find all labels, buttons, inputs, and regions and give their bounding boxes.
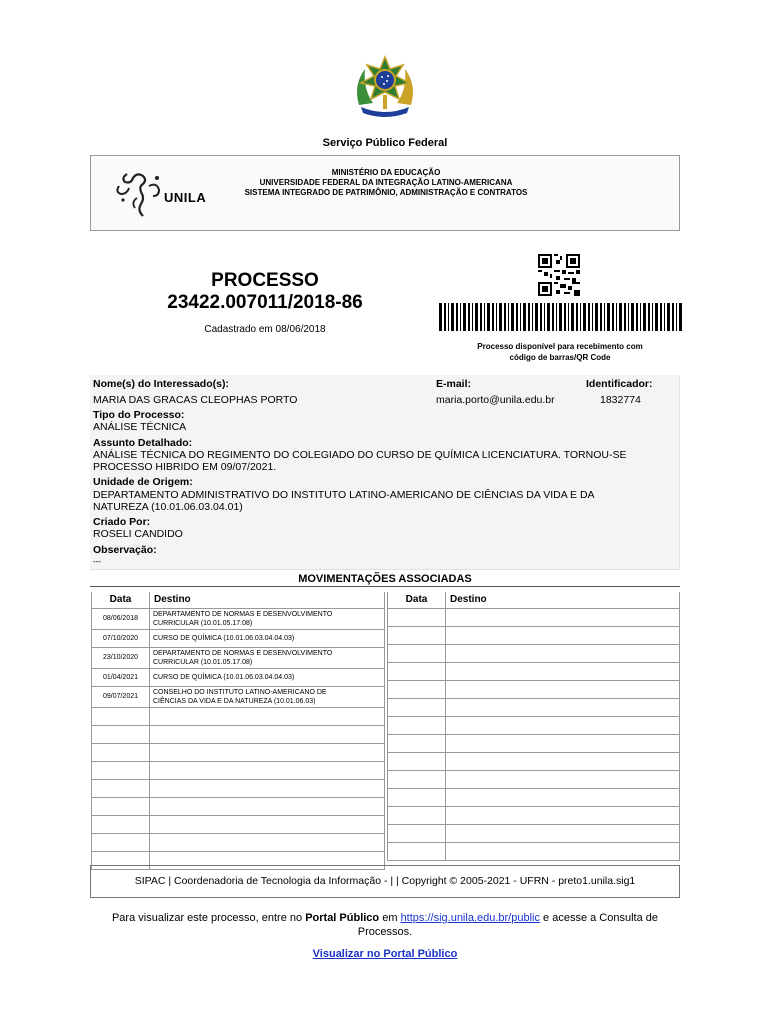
table-row xyxy=(388,608,680,626)
subject-line-2: PROCESSO HIBRIDO EM 09/07/2021. xyxy=(93,461,277,473)
empty-cell xyxy=(388,626,446,644)
organization-lines xyxy=(91,168,681,198)
empty-cell xyxy=(92,797,150,815)
process-type-value: ANÁLISE TÉCNICA xyxy=(93,421,187,433)
empty-cell xyxy=(388,608,446,626)
table-row xyxy=(92,815,385,833)
empty-cell xyxy=(446,788,680,806)
process-type-label: Tipo do Processo: xyxy=(93,409,185,421)
created-by-value: ROSELI CANDIDO xyxy=(93,528,183,540)
table-row xyxy=(388,626,680,644)
table-row xyxy=(388,752,680,770)
unila-logo-text: UNILA xyxy=(164,190,207,205)
movements-table-left xyxy=(91,592,385,870)
table-row xyxy=(92,725,385,743)
empty-cell xyxy=(446,842,680,860)
email-label: E-mail: xyxy=(436,378,472,390)
movement-destination: DEPARTAMENTO DE NORMAS E DESENVOLVIMENTO CURRICULAR (10.01.05.17.08) xyxy=(150,647,385,668)
movement-destination: DEPARTAMENTO DE NORMAS E DESENVOLVIMENTO CURRICULAR (10.01.05.17.08) xyxy=(150,608,385,629)
empty-cell xyxy=(150,725,385,743)
empty-cell xyxy=(446,680,680,698)
table-row xyxy=(388,824,680,842)
portal-url-link[interactable]: https://sig.unila.edu.br/public xyxy=(400,912,540,924)
registration-date: Cadastrado em 08/06/2018 xyxy=(204,324,326,335)
subject-label: Assunto Detalhado: xyxy=(93,437,193,449)
table-row xyxy=(92,629,385,647)
column-header-date: Data xyxy=(388,592,446,608)
empty-cell xyxy=(446,806,680,824)
empty-cell xyxy=(388,788,446,806)
empty-cell xyxy=(92,815,150,833)
portal-instructions: Para visualizar este processo, entre no Portal Público em https://sig.unila.edu.br/public e acesse a Consulta de Processos. xyxy=(111,912,659,938)
empty-cell xyxy=(388,752,446,770)
empty-cell xyxy=(150,743,385,761)
brazil-coat-of-arms-icon xyxy=(349,55,421,121)
empty-cell xyxy=(446,626,680,644)
created-by-label: Criado Por: xyxy=(93,516,151,528)
service-title: Serviço Público Federal xyxy=(322,137,448,149)
table-header-row xyxy=(388,592,680,608)
column-header-date: Data xyxy=(92,592,150,608)
empty-cell xyxy=(388,734,446,752)
empty-cell xyxy=(446,662,680,680)
movement-destination: CURSO DE QUÍMICA (10.01.06.03.04.04.03) xyxy=(150,668,385,686)
table-row xyxy=(388,716,680,734)
table-row xyxy=(92,743,385,761)
ministry-line: MINISTÉRIO DA EDUCAÇÃO xyxy=(331,168,441,177)
barcode-icon xyxy=(437,303,682,331)
table-row xyxy=(388,770,680,788)
movement-date: 23/10/2020 xyxy=(92,647,150,668)
empty-cell xyxy=(150,707,385,725)
origin-label: Unidade de Origem: xyxy=(93,476,193,488)
view-portal-link[interactable]: Visualizar no Portal Público xyxy=(312,948,458,960)
table-row xyxy=(388,788,680,806)
origin-line-2: NATUREZA (10.01.06.03.04.01) xyxy=(93,501,243,513)
movement-destination: CONSELHO DO INSTITUTO LATINO-AMERICANO DE CIÊNCIAS DA VIDA E DA NATUREZA (10.01.06.03) xyxy=(150,686,385,707)
empty-cell xyxy=(150,815,385,833)
empty-cell xyxy=(92,761,150,779)
empty-cell xyxy=(446,698,680,716)
column-header-destination: Destino xyxy=(446,592,680,608)
empty-cell xyxy=(92,707,150,725)
empty-cell xyxy=(150,797,385,815)
empty-cell xyxy=(446,752,680,770)
empty-cell xyxy=(92,725,150,743)
table-row xyxy=(92,647,385,668)
interested-label: Nome(s) do Interessado(s): xyxy=(93,378,229,390)
university-line: UNIVERSIDADE FEDERAL DA INTEGRAÇÃO LATINO-AMERICANA xyxy=(259,178,513,187)
table-row xyxy=(388,680,680,698)
empty-cell xyxy=(150,833,385,851)
table-row xyxy=(92,686,385,707)
movements-title: MOVIMENTAÇÕES ASSOCIADAS xyxy=(90,573,680,587)
table-row xyxy=(92,797,385,815)
empty-cell xyxy=(388,842,446,860)
empty-cell xyxy=(388,806,446,824)
empty-cell xyxy=(446,734,680,752)
table-row xyxy=(92,608,385,629)
empty-cell xyxy=(92,833,150,851)
table-row xyxy=(388,644,680,662)
barcode-caption: Processo disponível para recebimento com código de barras/QR Code xyxy=(477,342,643,362)
empty-cell xyxy=(446,644,680,662)
process-number: 23422.007011/2018-86 xyxy=(167,292,363,313)
empty-cell xyxy=(388,698,446,716)
empty-cell xyxy=(388,680,446,698)
portal-name: Portal Público xyxy=(305,912,380,924)
view-portal-link-container xyxy=(0,948,770,960)
movement-date: 09/07/2021 xyxy=(92,686,150,707)
empty-cell xyxy=(388,644,446,662)
movements-table-right xyxy=(387,592,680,861)
identifier-value: 1832774 xyxy=(600,394,641,406)
empty-cell xyxy=(446,824,680,842)
movement-date: 01/04/2021 xyxy=(92,668,150,686)
table-row xyxy=(388,698,680,716)
empty-cell xyxy=(446,716,680,734)
table-row xyxy=(388,806,680,824)
identifier-label: Identificador: xyxy=(586,378,653,390)
institution-header xyxy=(90,155,680,231)
empty-cell xyxy=(92,779,150,797)
subject-line-1: ANÁLISE TÉCNICA DO REGIMENTO DO COLEGIADO DO CURSO DE QUÍMICA LICENCIATURA. TORNOU-SE xyxy=(93,449,627,461)
process-label: PROCESSO xyxy=(211,270,319,291)
system-line: SISTEMA INTEGRADO DE PATRIMÔNIO, ADMINISTRAÇÃO E CONTRATOS xyxy=(244,188,528,197)
table-row xyxy=(388,842,680,860)
table-row xyxy=(92,779,385,797)
table-row xyxy=(388,662,680,680)
table-header-row xyxy=(92,592,385,608)
empty-cell xyxy=(388,716,446,734)
process-title xyxy=(140,270,390,314)
qr-code-icon xyxy=(538,254,580,296)
movement-date: 07/10/2020 xyxy=(92,629,150,647)
column-header-destination: Destino xyxy=(150,592,385,608)
table-row xyxy=(92,707,385,725)
empty-cell xyxy=(150,761,385,779)
table-row xyxy=(388,734,680,752)
empty-cell xyxy=(92,743,150,761)
movement-date: 08/06/2018 xyxy=(92,608,150,629)
empty-cell xyxy=(150,779,385,797)
empty-cell xyxy=(446,770,680,788)
process-info-panel xyxy=(90,375,680,570)
table-row xyxy=(92,761,385,779)
empty-cell xyxy=(388,824,446,842)
table-row xyxy=(92,833,385,851)
origin-line-1: DEPARTAMENTO ADMINISTRATIVO DO INSTITUTO LATINO-AMERICANO DE CIÊNCIAS DA VIDA E DA xyxy=(93,489,595,501)
empty-cell xyxy=(388,770,446,788)
empty-cell xyxy=(446,608,680,626)
footer-copyright: SIPAC | Coordenadoria de Tecnologia da Informação - | | Copyright © 2005-2021 - UFRN - preto1.unila.sig1 xyxy=(90,865,680,898)
movement-destination: CURSO DE QUÍMICA (10.01.06.03.04.04.03) xyxy=(150,629,385,647)
table-row xyxy=(92,668,385,686)
empty-cell xyxy=(388,662,446,680)
observation-label: Observação: xyxy=(93,544,157,556)
observation-value: --- xyxy=(93,557,101,566)
interested-value: MARIA DAS GRACAS CLEOPHAS PORTO xyxy=(93,394,298,406)
email-value: maria.porto@unila.edu.br xyxy=(436,394,555,406)
